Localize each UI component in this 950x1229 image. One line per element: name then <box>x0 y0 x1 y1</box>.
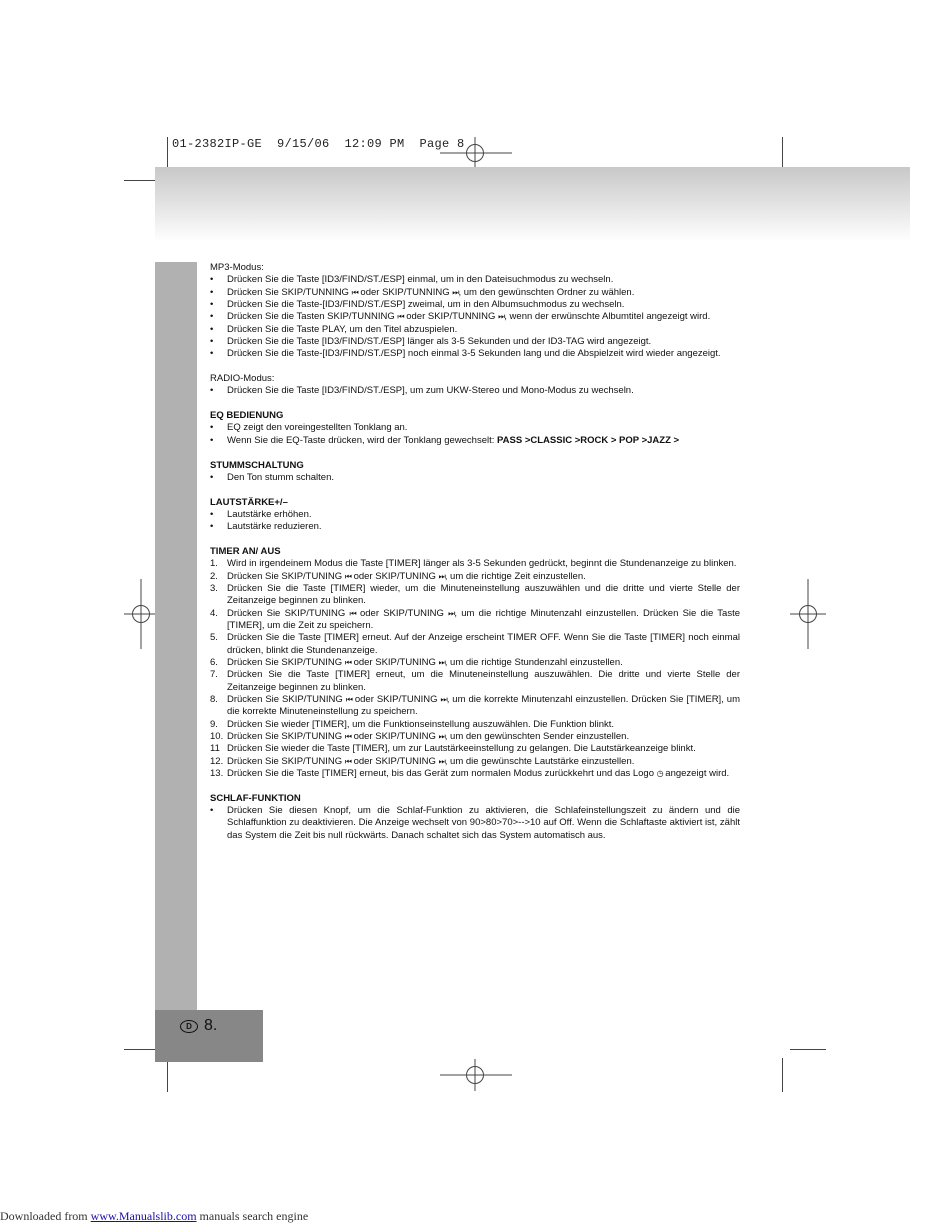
item-text: oder SKIP/TUNING <box>350 570 439 582</box>
crop-line <box>167 137 168 170</box>
list-item <box>210 509 740 521</box>
skip-back-icon: ⏮ <box>344 732 351 742</box>
bullet: • <box>210 311 214 323</box>
list-item <box>210 608 740 633</box>
bullet: • <box>210 508 214 520</box>
item-text: Drücken Sie SKIP/TUNING <box>227 731 345 743</box>
list-item <box>210 422 740 434</box>
skip-forward-icon: ⏭ <box>438 756 445 766</box>
item-text: Drücken Sie die Taste [TIMER] wieder, um die Minuteneinstellung auszuwählen und die dritte und vierte Stelle der Zeitanzeige beginnen zu blinken. <box>227 582 740 607</box>
section-sleep <box>210 793 740 842</box>
section-title: STUMMSCHALTUNG <box>210 459 304 471</box>
item-text: oder SKIP/TUNING <box>350 755 439 767</box>
header-band <box>155 167 910 242</box>
item-text: Drücken Sie die Taste-[ID3/FIND/ST./ESP] zweimal, um in den Albumsuchmodus zu wechseln. <box>227 299 625 311</box>
item-text: Drücken Sie SKIP/TUNNING <box>227 286 352 298</box>
item-text: Drücken Sie wieder [TIMER], um die Funktionseinstellung auszuwählen. Die Funktion blinkt. <box>227 718 615 730</box>
item-text: Drücken Sie die Taste [TIMER] erneut, um die Minuteneinstellung auszuwählen. Die dritte und vierte Stelle der Zeitanzeige beginnen zu blinken. <box>227 669 740 693</box>
item-text: Lautstärke erhöhen. <box>227 508 312 520</box>
crop-line <box>782 1058 783 1092</box>
item-text: Drücken Sie SKIP/TUNING <box>227 570 345 582</box>
item-text: Drücken Sie SKIP/TUNING <box>227 694 346 706</box>
item-number: 4. <box>210 607 218 619</box>
skip-forward-icon: ⏭ <box>498 312 505 322</box>
skip-forward-icon: ⏭ <box>452 287 459 297</box>
list-item <box>210 435 740 447</box>
emphasis-text: PASS >CLASSIC >ROCK > POP >JAZZ > <box>497 434 680 446</box>
bullet: • <box>210 805 214 817</box>
manual-content <box>210 262 740 855</box>
item-text: Drücken Sie die Taste [ID3/FIND/ST./ESP], um zum UKW-Stereo und Mono-Modus zu wechseln. <box>227 385 634 397</box>
item-text: EQ zeigt den voreingestellten Tonklang an. <box>227 422 408 434</box>
list-item <box>210 768 740 780</box>
item-text: , um den gewünschten Sender einzustellen. <box>444 731 630 743</box>
section-title: MP3-Modus: <box>210 262 264 273</box>
list-item <box>210 743 740 755</box>
list-item <box>210 558 740 570</box>
list-item <box>210 348 740 360</box>
page-number-text: 8. <box>204 1017 218 1034</box>
item-number: 10. <box>210 731 224 743</box>
section-title: SCHLAF-FUNKTION <box>210 792 301 804</box>
skip-forward-icon: ⏭ <box>438 571 445 581</box>
bullet-list <box>210 805 740 842</box>
bullet: • <box>210 471 214 483</box>
clock-logo-icon: ◷ <box>656 769 663 779</box>
item-text: Drücken Sie diesen Knopf, um die Schlaf-Funktion zu aktivieren, die Schlafeinstellungszeit zu ändern und die Schlaffunktion zu deaktivieren. Die Anzeige wechselt von 90>80>70>-->10 auf Off. Wenn die Schlaftaste aktiviert ist, zählt das System die Zeit bis null rückwärts. Danach schaltet sich das System automatisch aus. <box>227 805 740 841</box>
item-number: 6. <box>210 657 218 668</box>
numbered-list <box>210 558 740 780</box>
page-number <box>180 1017 217 1035</box>
bullet: • <box>210 274 214 286</box>
skip-back-icon: ⏮ <box>344 658 351 667</box>
list-item <box>210 311 740 323</box>
item-number: 2. <box>210 570 218 582</box>
registration-mark-right <box>790 579 826 649</box>
skip-back-icon: ⏮ <box>344 571 351 581</box>
bullet: • <box>210 385 214 397</box>
bullet: • <box>210 323 214 335</box>
skip-back-icon: ⏮ <box>397 312 404 322</box>
print-slug: 01-2382IP-GE 9/15/06 12:09 PM Page 8 <box>172 137 465 151</box>
item-text: oder SKIP/TUNNING <box>357 286 453 298</box>
list-item <box>210 521 740 533</box>
list-item <box>210 287 740 299</box>
list-item <box>210 756 740 768</box>
skip-forward-icon: ⏭ <box>448 608 455 618</box>
skip-back-icon: ⏮ <box>344 756 351 766</box>
item-number: 5. <box>210 632 218 644</box>
crop-line <box>782 137 783 170</box>
item-text: , wenn der erwünschte Albumtitel angezeigt wird. <box>504 311 711 323</box>
footer-prefix: Downloaded from <box>0 1209 91 1223</box>
list-item <box>210 669 740 694</box>
section-title: LAUTSTÄRKE+/– <box>210 496 288 508</box>
bullet-list <box>210 274 740 360</box>
crop-line <box>167 1058 168 1092</box>
bullet: • <box>210 299 214 311</box>
item-text: oder SKIP/TUNING <box>351 694 441 706</box>
list-item <box>210 385 740 397</box>
section-title: RADIO-Modus: <box>210 373 275 385</box>
item-text: , um den gewünschten Ordner zu wählen. <box>458 286 635 298</box>
item-text: oder SKIP/TUNNING <box>403 311 499 323</box>
item-text: Drücken Sie SKIP/TUNING <box>227 607 350 619</box>
language-badge: D <box>180 1020 198 1033</box>
item-text: angezeigt wird. <box>662 768 730 780</box>
skip-back-icon: ⏮ <box>349 608 356 618</box>
bullet-list <box>210 422 740 447</box>
item-number: 7. <box>210 669 218 681</box>
item-text: Drücken Sie die Tasten SKIP/TUNNING <box>227 311 398 323</box>
item-text: , um die richtige Stundenzahl einzustellen. <box>444 657 623 668</box>
item-text: Den Ton stumm schalten. <box>227 471 335 483</box>
bullet: • <box>210 348 214 360</box>
item-number: 8. <box>210 694 218 706</box>
item-text: Drücken Sie die Taste [TIMER] erneut. Auf der Anzeige erscheint TIMER OFF. Wenn Sie die Taste [TIMER] noch einmal drücken, blinkt die Stundenanzeige. <box>227 632 740 656</box>
manualslib-link[interactable]: www.Manualslib.com <box>90 1209 197 1223</box>
item-number: 9. <box>210 718 218 730</box>
list-item <box>210 694 740 719</box>
item-text: , um die richtige Zeit einzustellen. <box>444 570 586 582</box>
section-mute <box>210 460 740 485</box>
item-text: Lautstärke reduzieren. <box>227 521 322 533</box>
skip-forward-icon: ⏭ <box>438 732 445 742</box>
section-title: TIMER AN/ AUS <box>210 545 281 557</box>
section-volume <box>210 497 740 534</box>
item-text: oder SKIP/TUNING <box>350 731 439 743</box>
item-text: Wenn Sie die EQ-Taste drücken, wird der Tonklang gewechselt: <box>227 434 498 446</box>
skip-forward-icon: ⏭ <box>438 658 445 667</box>
crop-line <box>124 180 159 181</box>
list-item <box>210 632 740 657</box>
section-eq <box>210 410 740 447</box>
section-title: EQ BEDIENUNG <box>210 410 284 422</box>
list-item <box>210 274 740 286</box>
skip-forward-icon: ⏭ <box>440 695 447 705</box>
list-item <box>210 583 740 608</box>
list-item <box>210 657 740 669</box>
crop-line <box>124 1049 159 1050</box>
item-text: Drücken Sie die Taste [ID3/FIND/ST./ESP] länger als 3-5 Sekunden und der ID3-TAG wird angezeigt. <box>227 336 652 348</box>
item-text: oder SKIP/TUNING <box>355 607 449 619</box>
side-bar <box>155 262 197 1010</box>
item-number: 13. <box>210 768 224 780</box>
item-text: Drücken Sie die Taste-[ID3/FIND/ST./ESP] noch einmal 3-5 Sekunden lang und die Abspielzeit wird wieder angezeigt. <box>227 348 721 360</box>
list-item <box>210 731 740 743</box>
bullet-list <box>210 385 740 397</box>
download-footer <box>0 1209 308 1224</box>
list-item <box>210 719 740 731</box>
skip-back-icon: ⏮ <box>345 695 352 705</box>
item-number: 3. <box>210 582 218 594</box>
bullet: • <box>210 422 214 434</box>
item-number: 1. <box>210 558 218 570</box>
bullet: • <box>210 286 214 298</box>
section-radio <box>210 373 740 398</box>
bullet-list <box>210 472 740 484</box>
section-timer <box>210 546 740 781</box>
footer-suffix: manuals search engine <box>196 1209 309 1223</box>
list-item <box>210 805 740 842</box>
item-text: , um die gewünschte Lautstärke einzustellen. <box>444 755 635 767</box>
list-item <box>210 571 740 583</box>
item-text: Drücken Sie die Taste PLAY, um den Titel abzuspielen. <box>227 323 458 335</box>
bullet: • <box>210 336 214 348</box>
item-number: 12. <box>210 755 224 767</box>
item-number: 11 <box>210 743 220 755</box>
bullet: • <box>210 434 214 446</box>
item-text: oder SKIP/TUNING <box>350 657 439 668</box>
item-text: Drücken Sie die Taste [ID3/FIND/ST./ESP] einmal, um in den Dateisuchmodus zu wechseln. <box>227 274 614 286</box>
item-text: Drücken Sie wieder die Taste [TIMER], um zur Lautstärkeeinstellung zu gelangen. Die Lautstärkeanzeige blinkt. <box>227 743 696 755</box>
list-item <box>210 336 740 348</box>
section-mp3 <box>210 262 740 361</box>
list-item <box>210 299 740 311</box>
list-item <box>210 324 740 336</box>
item-text: Drücken Sie SKIP/TUNING <box>227 657 345 668</box>
list-item <box>210 472 740 484</box>
skip-back-icon: ⏮ <box>351 287 358 297</box>
item-text: Drücken Sie die Taste [TIMER] erneut, bis das Gerät zum normalen Modus zurückkehrt und das Logo <box>227 768 657 780</box>
item-text: Wird in irgendeinem Modus die Taste [TIMER] länger als 3-5 Sekunden gedrückt, beginnt die Stundenanzeige zu blinken. <box>227 558 737 570</box>
item-text: Drücken Sie SKIP/TUNING <box>227 755 345 767</box>
item-text: , um die korrekte Minutenzahl einzustellen. Drücken Sie [TIMER], um die korrekte Minuteneinstellung zu speichern. <box>227 694 740 718</box>
crop-line <box>790 1049 826 1050</box>
item-text: , um die richtige Minutenzahl einzustellen. Drücken Sie die Taste [TIMER], um die Zeit zu speichern. <box>227 607 741 631</box>
bullet: • <box>210 521 214 533</box>
bullet-list <box>210 509 740 534</box>
registration-mark-bottom <box>440 1059 512 1091</box>
